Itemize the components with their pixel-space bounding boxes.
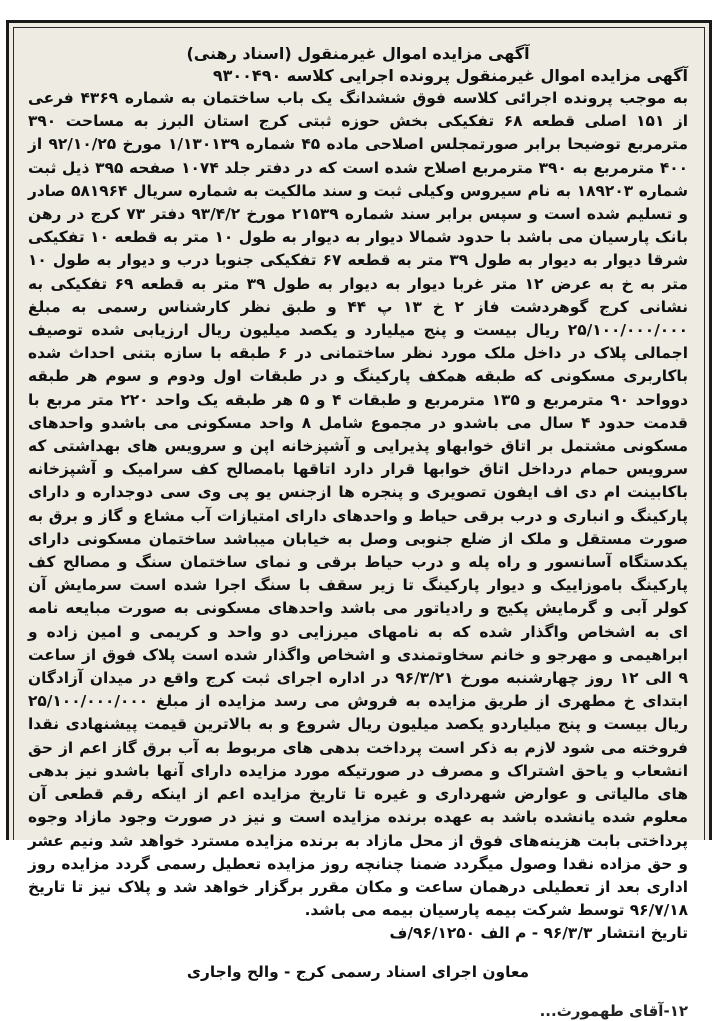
notice-frame — [6, 20, 712, 1021]
notice-content — [14, 28, 704, 1021]
publish-date: تاریخ انتشار ۹۶/۳/۳ - م الف ۹۶/۱۲۵۰/ف — [389, 924, 688, 943]
notice-body: به موجب پرونده اجرائی کلاسه فوق ششدانگ یک باب ساختمان به شماره ۴۳۶۹ فرعی از ۱۵۱ اصلی قطعه ۶۸ تفکیکی بخش حوزه ثبتی کرج استان البرز به مساحت ۳۹۰ مترمربع توضیحا برابر صورتمجلس اصلاحی ماده ۴۵ شماره ۱/۱۳۰۱۳۹ مورخ ۹۲/۱۰/۲۵ از ۴۰۰ مترمربع به ۳۹۰ مترمربع اصلاح شده است که در دفتر جلد ۱۰۷۴ صفحه ۳۹۵ ذیل ثبت شماره ۱۸۹۲۰۳ به نام سیروس وکیلی ثبت و سند مالکیت به شماره سریال ۵۸۱۹۶۴ صادر و تسلیم شده است و سپس برابر سند شماره ۲۱۵۳۹ مورخ ۹۳/۴/۲ دفتر ۷۳ کرج در رهن بانک پارسیان می باشد با حدود شمالا دیوار به دیوار به طول ۱۰ متر به قطعه ۱۰ تفکیکی شرقا دیوار به دیوار به طول ۳۹ متر به قطعه ۶۷ تفکیکی جنوبا درب و دیوار به طول ۱۰ متر به خ به عرض ۱۲ متر غربا دیوار به دیوار به طول ۳۹ متر به قطعه ۶۹ تفکیکی به نشانی کرج گوهردشت فاز ۲ خ ۱۳ پ ۴۴ و طبق نظر کارشناس رسمی به مبلغ ۲۵/۱۰۰/۰۰۰/۰۰۰ ریال بیست و پنج میلیارد و یکصد میلیون ریال ارزیابی شده توصیف اجمالی پلاک در داخل ملک مورد نظر ساختمانی در ۶ طبقه با سازه بتنی احداث شده باکاربری مسکونی که طبقه همکف پارکینگ و در طبقات اول ودوم و سوم هر طبقه دوواحد ۹۰ مترمربع و ۱۳۵ مترمربع و طبقات ۴ و ۵ هر طبقه یک واحد ۲۲۰ متر مربع با قدمت حدود ۴ سال می باشدو در مجموع شامل ۸ واحد مسکونی می باشدو واحدهای مسکونی مشتمل بر اتاق خوابهاو پذیرایی و آشپزخانه اپن و سرویس های بهداشتی که سرویس حمام درداخل اتاق خوابها قرار دارد اتاقها بامصالح کف سرامیک و آشپزخانه باکابینت ام دی اف ایفون تصویری و پنجره ها ازجنس یو پی وی سی دوجداره و دارای پارکینگ و انباری و درب برقی حیاط و واحدهای دارای امتیازات آب مشاع و گاز و برق به صورت مستقل و ملک از ضلع جنوبی وصل به خیابان میباشد ساختمان مسکونی دارای یکدستگاه آسانسور و راه پله و درب حیاط برقی و نمای ساختمان سنگ و مصالح کف پارکینگ باموزاییک و دیوار پارکینگ تا زیر سقف با سنگ اجرا شده است سرمایش آن کولر آبی و گرمایش پکیج و رادیاتور می باشد واحدهای مسکونی به صورت مبایعه نامه ای به اشخاص واگذار شده که به نامهای میرزایی دو واحد و کریمی و امین زاده و ابراهیمی و مهرجو و خانم سخاوتمندی و اشخاص واگذار شده است پلاک فوق از ساعت ۹ الی ۱۲ روز چهارشنبه مورخ ۹۶/۳/۲۱ در اداره اجرای ثبت کرج واقع در میدان آزادگان ابتدای خ مطهری از طریق مزایده به فروش می رسد مزایده از مبلغ ۲۵/۱۰۰/۰۰۰/۰۰۰ ریال بیست و پنج میلیاردو یکصد میلیون ریال شروع و به بالاترین قیمت پیشنهادی نقدا فروخته می شود لازم به ذکر است پرداخت بدهی های مربوط به آب برق گاز اعم از حق انشعاب و یاحق اشتراک و مصرف در صورتیکه مورد مزایده دارای آنها باشدو نیز بدهی های مالیاتی و عوارض شهرداری و غیره تا تاریخ مزایده اعم از اینکه رقم قطعی آن معلوم شده یانشده باشد به عهده برنده مزایده است و نیز در صورت وجود مازاد وجوه پرداختی بابت هزینه‌های فوق از محل مازاد به برنده مزایده مسترد خواهد شد ونیم عشر و حق مزاده نقدا وصول میگردد ضمنا چنانچه روز مزایده تعطیل رسمی گردد مزایده روز اداری بعد از تعطیلی درهمان ساعت و مکان مقرر برگزار خواهد شد و پلاک نیز تا تاریخ ۹۶/۷/۱۸ توسط شرکت بیمه پارسیان بیمه می باشد. — [28, 89, 689, 920]
next-notice-cut-line: ۱۲-آقای طهمورث... — [539, 1002, 688, 1021]
notice-subtitle: آگهی مزایده اموال غیرمنقول پرونده اجرایی کلاسه ۹۳۰۰۴۹۰ — [212, 66, 688, 85]
signature-line: معاون اجرای اسناد رسمی کرج - والح واجاری — [186, 963, 530, 982]
notice-title: آگهی مزایده اموال غیرمنقول (اسناد رهنی) — [186, 44, 530, 63]
notice-inner-border — [13, 27, 705, 1021]
